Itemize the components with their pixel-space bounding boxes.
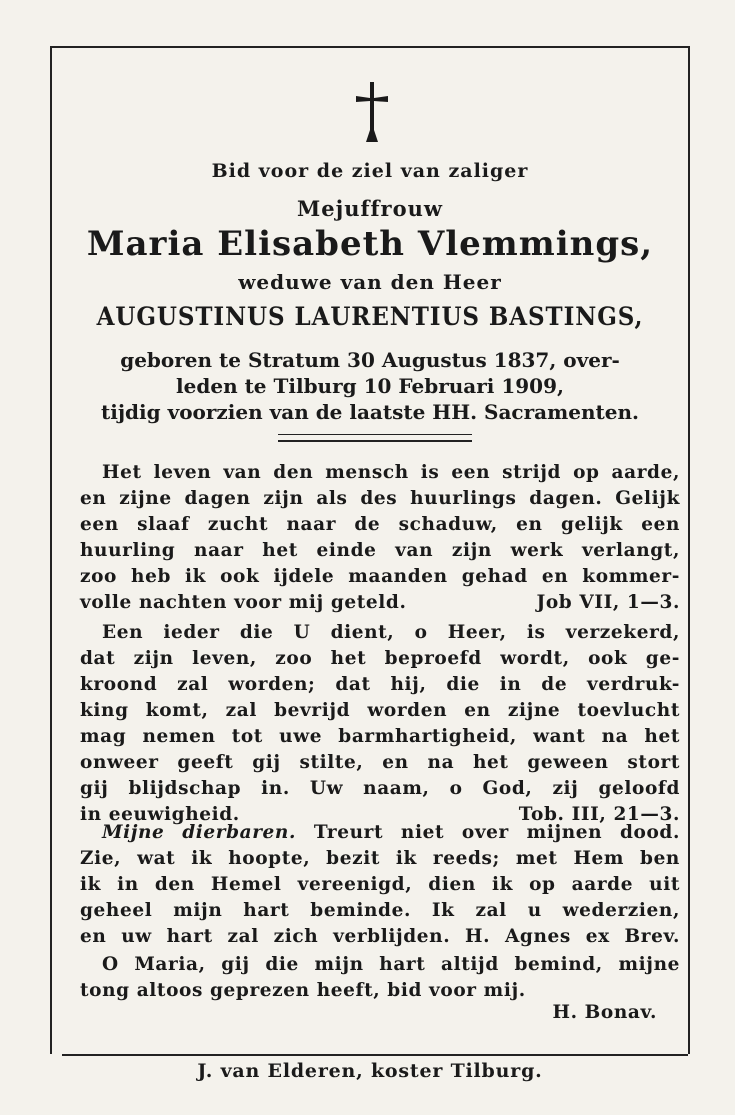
bottom-rule <box>62 1054 688 1056</box>
paragraph-line: huurling naar het einde van zijn werk verlangt, <box>80 540 680 561</box>
paragraph-line: Zie, wat ik hoopte, bezit ik reeds; met Hem ben <box>80 848 680 869</box>
paragraph-line: zoo heb ik ook ijdele maanden gehad en kommer- <box>80 566 680 587</box>
paragraph-agnes <box>80 820 680 950</box>
paragraph-line: gij blijdschap in. Uw naam, o God, zij geloofd <box>80 778 680 799</box>
paragraph-line: en zijne dagen zijn als des huurlings dagen. Gelijk <box>80 488 680 509</box>
paragraph-line: Het leven van den mensch is een strijd op aarde, <box>102 462 680 483</box>
prayer-request: Bid voor de ziel van zaliger <box>211 160 529 182</box>
deceased-name: Maria Elisabeth Vlemmings, <box>86 224 654 264</box>
paragraph-line: geheel mijn hart beminde. Ik zal u wederzien, <box>80 900 680 921</box>
paragraph-line: O Maria, gij die mijn hart altijd bemind, mijne <box>102 954 680 975</box>
death-line: leden te Tilburg 10 Februari 1909, <box>176 374 564 398</box>
italic-salutation: Mijne dierbaren. <box>102 822 297 843</box>
paragraph-line: een slaaf zucht naar de schaduw, en gelijk een <box>80 514 680 535</box>
printer-credit: J. van Elderen, koster Tilburg. <box>197 1060 543 1082</box>
paragraph-line: kroond zal worden; dat hij, die in de verdruk- <box>80 674 680 695</box>
paragraph-line: king komt, zal bevrijd worden en zijne toevlucht <box>80 700 680 721</box>
divider-thin <box>278 434 472 435</box>
paragraph-text: Treurt niet over mijnen dood. <box>313 822 681 843</box>
husband-name: AUGUSTINUS LAURENTIUS BASTINGS, <box>96 302 644 331</box>
scripture-reference: Job VII, 1—3. <box>536 592 680 613</box>
signature-reference: H. Bonav. <box>552 1002 657 1023</box>
paragraph-line: dat zijn leven, zoo het beproefd wordt, ook ge- <box>80 648 680 669</box>
paragraph-line: onweer geeft gij stilte, en na het geween stort <box>80 752 680 773</box>
title-mejuffrouw: Mejuffrouw <box>297 196 443 221</box>
paragraph-line: Een ieder die U dient, o Heer, is verzekerd, <box>102 622 680 643</box>
paragraph-job <box>80 460 680 616</box>
paragraph-line <box>80 820 680 846</box>
sacraments-line: tijdig voorzien van de laatste HH. Sacramenten. <box>100 400 639 424</box>
cross-icon <box>352 80 392 144</box>
paragraph-line: ik in den Hemel vereenigd, dien ik op aarde uit <box>80 874 680 895</box>
paragraph-tobit <box>80 620 680 828</box>
scripture-reference: Tob. III, 21—3. <box>518 804 680 825</box>
paragraph-line-last <box>80 590 680 616</box>
paragraph-text: volle nachten voor mij geteld. <box>80 592 407 613</box>
paragraph-line: tong altoos geprezen heeft, bid voor mij. <box>80 980 526 1001</box>
birth-line: geboren te Stratum 30 Augustus 1837, over- <box>120 348 620 372</box>
widow-line: weduwe van den Heer <box>238 270 502 294</box>
paragraph-text: in eeuwigheid. <box>80 804 240 825</box>
divider-thick <box>278 440 472 442</box>
paragraph-bonaventure <box>80 952 680 1004</box>
paragraph-line: mag nemen tot uwe barmhartigheid, want na het <box>80 726 680 747</box>
paragraph-line: en uw hart zal zich verblijden. H. Agnes ex Brev. <box>80 926 680 947</box>
